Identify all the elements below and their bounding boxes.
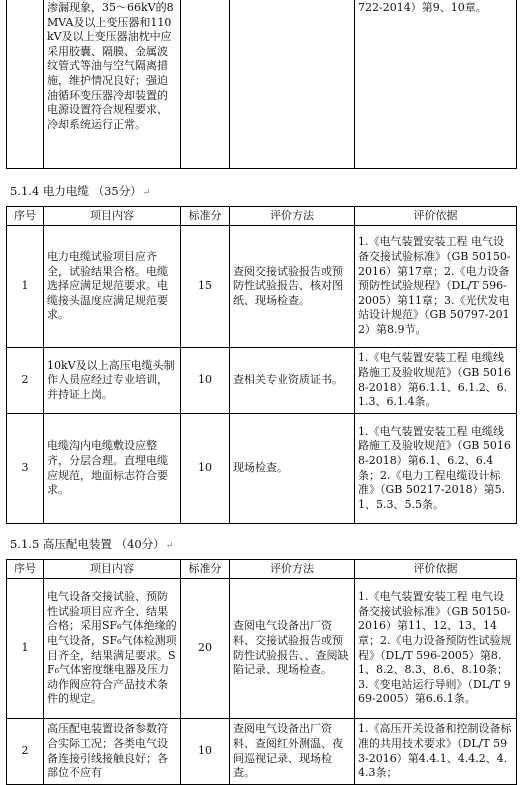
section-heading-text: 5.1.5 高压配电装置 （40分） xyxy=(10,537,165,551)
cell-method: 现场检查。 xyxy=(230,414,355,524)
header-basis: 评价依据 xyxy=(355,207,517,226)
cell-basis: 722-2014）第9、10章。 xyxy=(355,0,517,169)
cell-score: 10 xyxy=(181,719,230,785)
cell-method xyxy=(230,0,355,169)
cell-score: 15 xyxy=(181,226,230,348)
section-heading-5-1-4 xyxy=(10,183,150,199)
continuation-table xyxy=(6,0,517,169)
cell-method: 查相关专业资质证书。 xyxy=(230,348,355,414)
table-row xyxy=(7,719,517,785)
cell-no: 1 xyxy=(7,579,44,719)
cable-table xyxy=(6,206,517,524)
cell-score xyxy=(181,0,230,169)
header-score: 标准分 xyxy=(181,560,230,579)
table-row xyxy=(7,579,517,719)
cell-basis: 1.《电气装置安装工程 电缆线路施工及验收规范》（GB 50168-2018）第6.1、6.2、6.4条；2.《电力工程电缆设计标准》（GB 50217-2018）第5.1、5.3、5.5条。 xyxy=(355,414,517,524)
cell-score: 10 xyxy=(181,348,230,414)
cell-method: 查阅电气设备出厂资料、查阅红外测温、夜间巡视记录、现场检查。 xyxy=(230,719,355,785)
section-heading-5-1-5 xyxy=(10,536,173,552)
cell-basis: 1.《电气装置安装工程 电气设备交接试验标准》（GB 50150-2016）第17章；2.《电力设备预防性试验规程》（DL/T 596-2005）第11章；3.《光伏发电站设计规范》（GB 50797-2012）第8.9节。 xyxy=(355,226,517,348)
table-row xyxy=(7,414,517,524)
header-no: 序号 xyxy=(7,560,44,579)
cell-content: 电气设备交接试验、预防性试验项目应齐全、结果合格；采用SF₆气体绝缘的电气设备，SF₆气体检测项目齐全，结果满足要求。SF₆气体密度继电器及压力动作阀应符合产品技术条件的规定。 xyxy=(44,579,181,719)
paragraph-mark-icon: ↵ xyxy=(165,541,174,551)
cell-basis: 1.《电气装置安装工程 电缆线路施工及验收规范》（GB 50168-2018）第6.1.1、6.1.2、6.1.3、6.1.4条。 xyxy=(355,348,517,414)
header-row xyxy=(7,560,517,579)
header-content: 项目内容 xyxy=(44,560,181,579)
header-content: 项目内容 xyxy=(44,207,181,226)
header-no: 序号 xyxy=(7,207,44,226)
switchgear-table xyxy=(6,559,517,785)
header-method: 评价方法 xyxy=(230,207,355,226)
cell-content: 10kV及以上高压电缆头制作人员应经过专业培训，并持证上岗。 xyxy=(44,348,181,414)
section-heading-text: 5.1.4 电力电缆 （35分） xyxy=(10,184,142,198)
cell-method: 查阅交接试验报告或预防性试验报告、核对图纸、现场检查。 xyxy=(230,226,355,348)
cell-score: 10 xyxy=(181,414,230,524)
cell-no: 1 xyxy=(7,226,44,348)
cell-content: 电缆沟内电缆敷设应整齐，分层合理。直埋电缆应规范，地面标志符合要求。 xyxy=(44,414,181,524)
table-row xyxy=(7,348,517,414)
cell-score: 20 xyxy=(181,579,230,719)
cell-no: 3 xyxy=(7,414,44,524)
header-score: 标准分 xyxy=(181,207,230,226)
cell-content: 渗漏现象，35～66kV的8MVA及以上变压器和110kV及以上变压器油枕中应采用胶囊、隔膜、金属波纹管式等油与空气隔离措施，维护情况良好；强迫油循环变压器冷却装置的电源设置符合规程要求、冷却系统运行正常。 xyxy=(44,0,181,169)
cell-no xyxy=(7,0,44,169)
cell-content: 高压配电装置设备参数符合实际工况；各类电气设备连接引线接触良好；各部位不应有 xyxy=(44,719,181,785)
table-row xyxy=(7,226,517,348)
cell-content: 电力电缆试验项目应齐全，试验结果合格。电缆选择应满足规范要求。电缆接头温度应满足规范要求。 xyxy=(44,226,181,348)
cell-method: 查阅电气设备出厂资料、交接试验报告或预防性试验报告、、查阅缺陷记录、现场检查。 xyxy=(230,579,355,719)
cell-basis: 1.《电气装置安装工程 电气设备交接试验标准》（GB 50150-2016）第11、12、13、14章；2.《电力设备预防性试验规程》（DL/T 596-2005）第8.1、8.2、8.3、8.6、8.10条；3.《变电站运行导则》（DL/T 969-2005）第6.6.1条。 xyxy=(355,579,517,719)
cell-no: 2 xyxy=(7,719,44,785)
cell-no: 2 xyxy=(7,348,44,414)
header-method: 评价方法 xyxy=(230,560,355,579)
header-row xyxy=(7,207,517,226)
table-row xyxy=(7,0,517,169)
paragraph-mark-icon: ↵ xyxy=(142,188,151,198)
header-basis: 评价依据 xyxy=(355,560,517,579)
cell-basis: 1.《高压开关设备和控制设备标准的共用技术要求》（DL/T 593-2016）第4.4.1、4.4.2、4.4.3条； xyxy=(355,719,517,785)
